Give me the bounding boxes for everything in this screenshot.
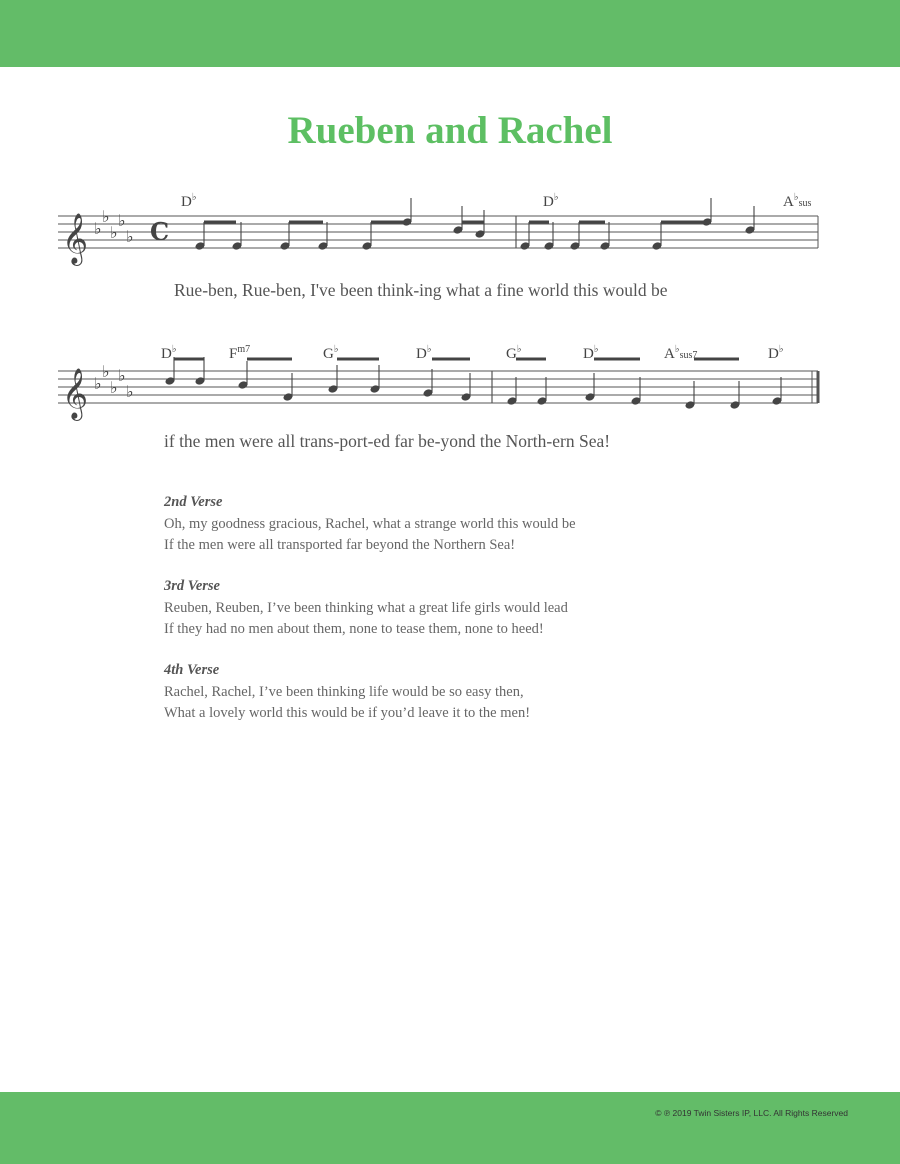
verse-4 [164, 660, 804, 724]
flat-icon: ♭ [102, 207, 110, 226]
chord-symbol: D♭ [161, 344, 177, 362]
flat-icon: ♭ [118, 211, 126, 230]
chord-symbols [181, 192, 811, 210]
flat-icon: ♭ [126, 227, 134, 246]
lyrics-line-2: if the men were all trans-port-ed far be-yond the North-ern Sea! [164, 431, 611, 451]
copyright-notice: © ℗ 2019 Twin Sisters IP, LLC. All Rights Reserved [655, 1108, 848, 1118]
chord-symbol: D♭ [768, 344, 784, 362]
chord-symbol: $A^♭_{sus}$ [783, 192, 812, 210]
chord-symbol: $F^{m7}$ [229, 344, 251, 362]
music-staff-line-1 [0, 180, 900, 280]
flat-icon: ♭ [102, 362, 110, 381]
verses-section [164, 492, 804, 744]
verse-line: What a lovely world this would be if you’d leave it to the men! [164, 705, 531, 721]
verse-line: Rachel, Rachel, I’ve been thinking life would be so easy then, [164, 684, 524, 700]
header-band [0, 0, 900, 67]
chord-symbol: G♭ [323, 344, 339, 362]
verse-2 [164, 492, 804, 556]
verse-line: If the men were all transported far beyond the Northern Sea! [164, 537, 516, 553]
chord-symbol: G♭ [506, 344, 522, 362]
chord-symbol: D♭ [583, 344, 599, 362]
flat-icon: ♭ [118, 366, 126, 385]
footer-band [0, 1092, 900, 1164]
song-title: Rueben and Rachel [287, 109, 613, 152]
chord-symbol: D♭ [416, 344, 432, 362]
verse-line: Reuben, Reuben, I’ve been thinking what a great life girls would lead [164, 600, 568, 616]
verse-line: If they had no men about them, none to tease them, none to heed! [164, 621, 544, 637]
flat-icon: ♭ [126, 382, 134, 401]
common-time-icon: C [150, 217, 170, 246]
flat-icon: ♭ [94, 219, 102, 238]
notes [62, 357, 782, 421]
verse-line: Oh, my goodness gracious, Rachel, what a strange world this would be [164, 516, 576, 532]
chord-symbol: D♭ [181, 192, 197, 210]
flat-icon: ♭ [110, 378, 118, 397]
music-staff-line-2 [0, 335, 900, 435]
chord-symbol: D♭ [543, 192, 559, 210]
verse-title: 2nd Verse [164, 494, 223, 510]
treble-clef-icon: 𝄞 [62, 213, 89, 264]
lyrics-line-1: Rue-ben, Rue-ben, I've been think-ing what a fine world this would be [174, 280, 668, 300]
flat-icon: ♭ [94, 374, 102, 393]
verse-title: 3rd Verse [164, 578, 220, 594]
verse-title: 4th Verse [164, 662, 220, 678]
chord-symbol: $A^♭_{sus7}$ [664, 344, 698, 362]
flat-icon: ♭ [110, 223, 118, 242]
treble-clef-icon: 𝄞 [62, 368, 89, 419]
verse-3 [164, 576, 804, 640]
staff-lines [58, 371, 818, 403]
